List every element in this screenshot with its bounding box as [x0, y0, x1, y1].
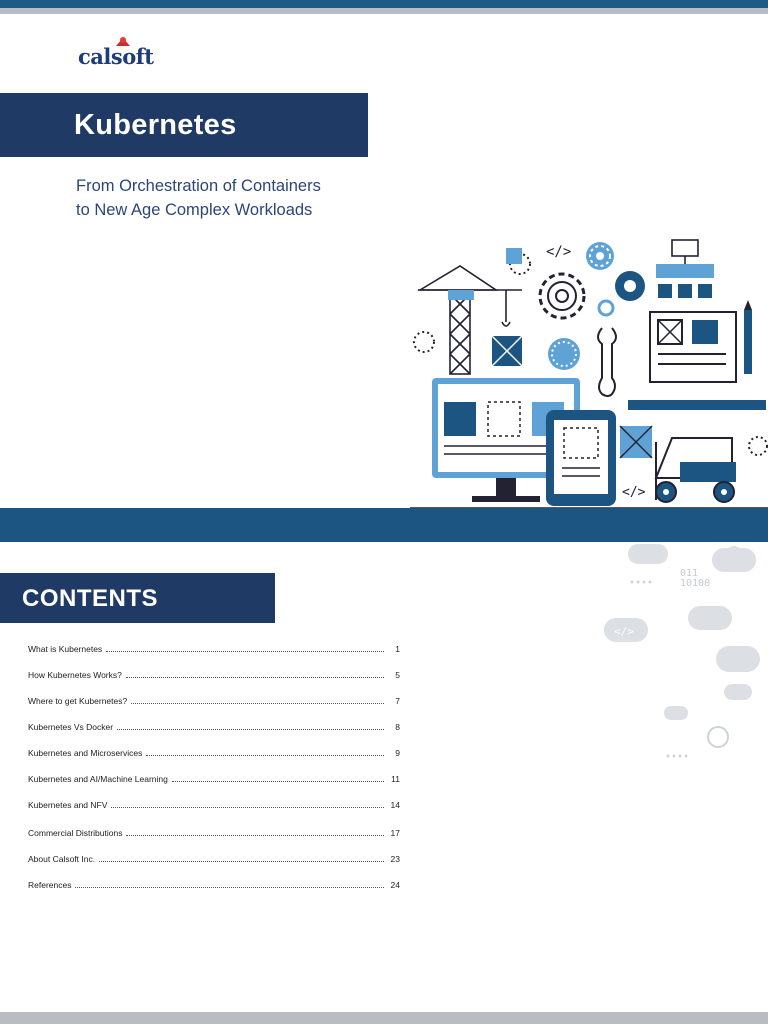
- toc-entry-label: What is Kubernetes: [28, 644, 103, 654]
- cloud-icon: [724, 684, 752, 700]
- toc-page-number: 14: [390, 800, 400, 810]
- cover-blue-band: [0, 508, 768, 542]
- toc-page-number: 7: [395, 696, 400, 706]
- document-subtitle: [76, 174, 396, 222]
- toc-entry-label: Kubernetes and AI/Machine Learning: [28, 774, 168, 784]
- toc-leader-dots: [99, 860, 384, 862]
- gear-icon: [548, 338, 580, 370]
- toc-entry[interactable]: [28, 744, 400, 758]
- globe-icon: [708, 727, 728, 747]
- toc-leader-dots: [75, 886, 384, 888]
- toc-entry-label: References: [28, 880, 72, 890]
- ruler-icon: [628, 400, 766, 410]
- cloud-icon: [628, 544, 668, 564]
- toc-page-number: 9: [395, 748, 400, 758]
- contents-heading: CONTENTS: [22, 585, 158, 612]
- toc-entry[interactable]: [28, 876, 400, 890]
- blueprint-icon: [650, 300, 752, 382]
- tablet-icon: [546, 410, 616, 506]
- cloud-icon: [664, 706, 688, 720]
- toc-entry-label: How Kubernetes Works?: [28, 670, 122, 680]
- toc-entry-label: About Calsoft Inc.: [28, 854, 96, 864]
- toc-entry[interactable]: [28, 666, 400, 680]
- document-title: Kubernetes: [74, 109, 237, 141]
- wrench-icon: [598, 328, 616, 396]
- location-icon: [726, 546, 742, 562]
- bottom-gray-bar: [0, 1012, 768, 1024]
- gear-icon: [586, 242, 614, 270]
- toc-entry-label: Kubernetes and Microservices: [28, 748, 143, 758]
- toc-entry[interactable]: [28, 640, 400, 654]
- toc-page-number: 23: [390, 854, 400, 864]
- toc-page-number: 5: [395, 670, 400, 680]
- toc-entry-label: Where to get Kubernetes?: [28, 696, 128, 706]
- title-banner: [0, 93, 368, 157]
- toc-entry[interactable]: [28, 692, 400, 706]
- toc-leader-dots: [126, 834, 384, 836]
- toc-leader-dots: [106, 650, 384, 652]
- code-tag-text: </>: [622, 485, 646, 500]
- toc-entry[interactable]: [28, 718, 400, 732]
- toc-leader-dots: [131, 702, 384, 704]
- background-icon-pattern: [596, 542, 768, 767]
- logo-text: calsoft: [78, 44, 154, 69]
- cloud-icon: [716, 646, 760, 672]
- toc-page-number: 11: [391, 774, 400, 784]
- toc-page-number: 8: [395, 722, 400, 732]
- toc-entry[interactable]: [28, 824, 400, 838]
- binary-text: 10100: [680, 578, 711, 589]
- toc-leader-dots: [117, 728, 384, 730]
- cloud-icon: [688, 606, 732, 630]
- toc-entry[interactable]: [28, 770, 400, 784]
- org-chart-icon: [656, 240, 714, 298]
- subtitle-line-2: to New Age Complex Workloads: [76, 201, 313, 219]
- toc-page-number: 24: [390, 880, 400, 890]
- calsoft-logo: [78, 38, 158, 72]
- top-gray-bar: [0, 8, 768, 14]
- toc-page-number: 1: [395, 644, 400, 654]
- code-tag-text: </>: [614, 625, 634, 638]
- subtitle-line-1: From Orchestration of Containers: [76, 177, 321, 195]
- hero-illustration: [410, 232, 768, 512]
- gear-icon: [615, 271, 645, 301]
- gear-icon: [540, 274, 584, 318]
- binary-text: 011: [680, 568, 699, 579]
- toc-entry[interactable]: [28, 850, 400, 864]
- toc-leader-dots: [172, 780, 384, 782]
- toc-entry-label: Kubernetes and NFV: [28, 800, 108, 810]
- code-tag-text: </>: [546, 244, 572, 260]
- toc-leader-dots: [146, 754, 384, 756]
- toc-entry[interactable]: [28, 796, 400, 810]
- contents-banner: [0, 573, 275, 623]
- toc-page-number: 17: [390, 828, 400, 838]
- toc-entry-label: Kubernetes Vs Docker: [28, 722, 114, 732]
- toc-leader-dots: [111, 806, 384, 808]
- top-accent-bar: [0, 0, 768, 8]
- toc-leader-dots: [126, 676, 384, 678]
- toc-entry-label: Commercial Distributions: [28, 828, 123, 838]
